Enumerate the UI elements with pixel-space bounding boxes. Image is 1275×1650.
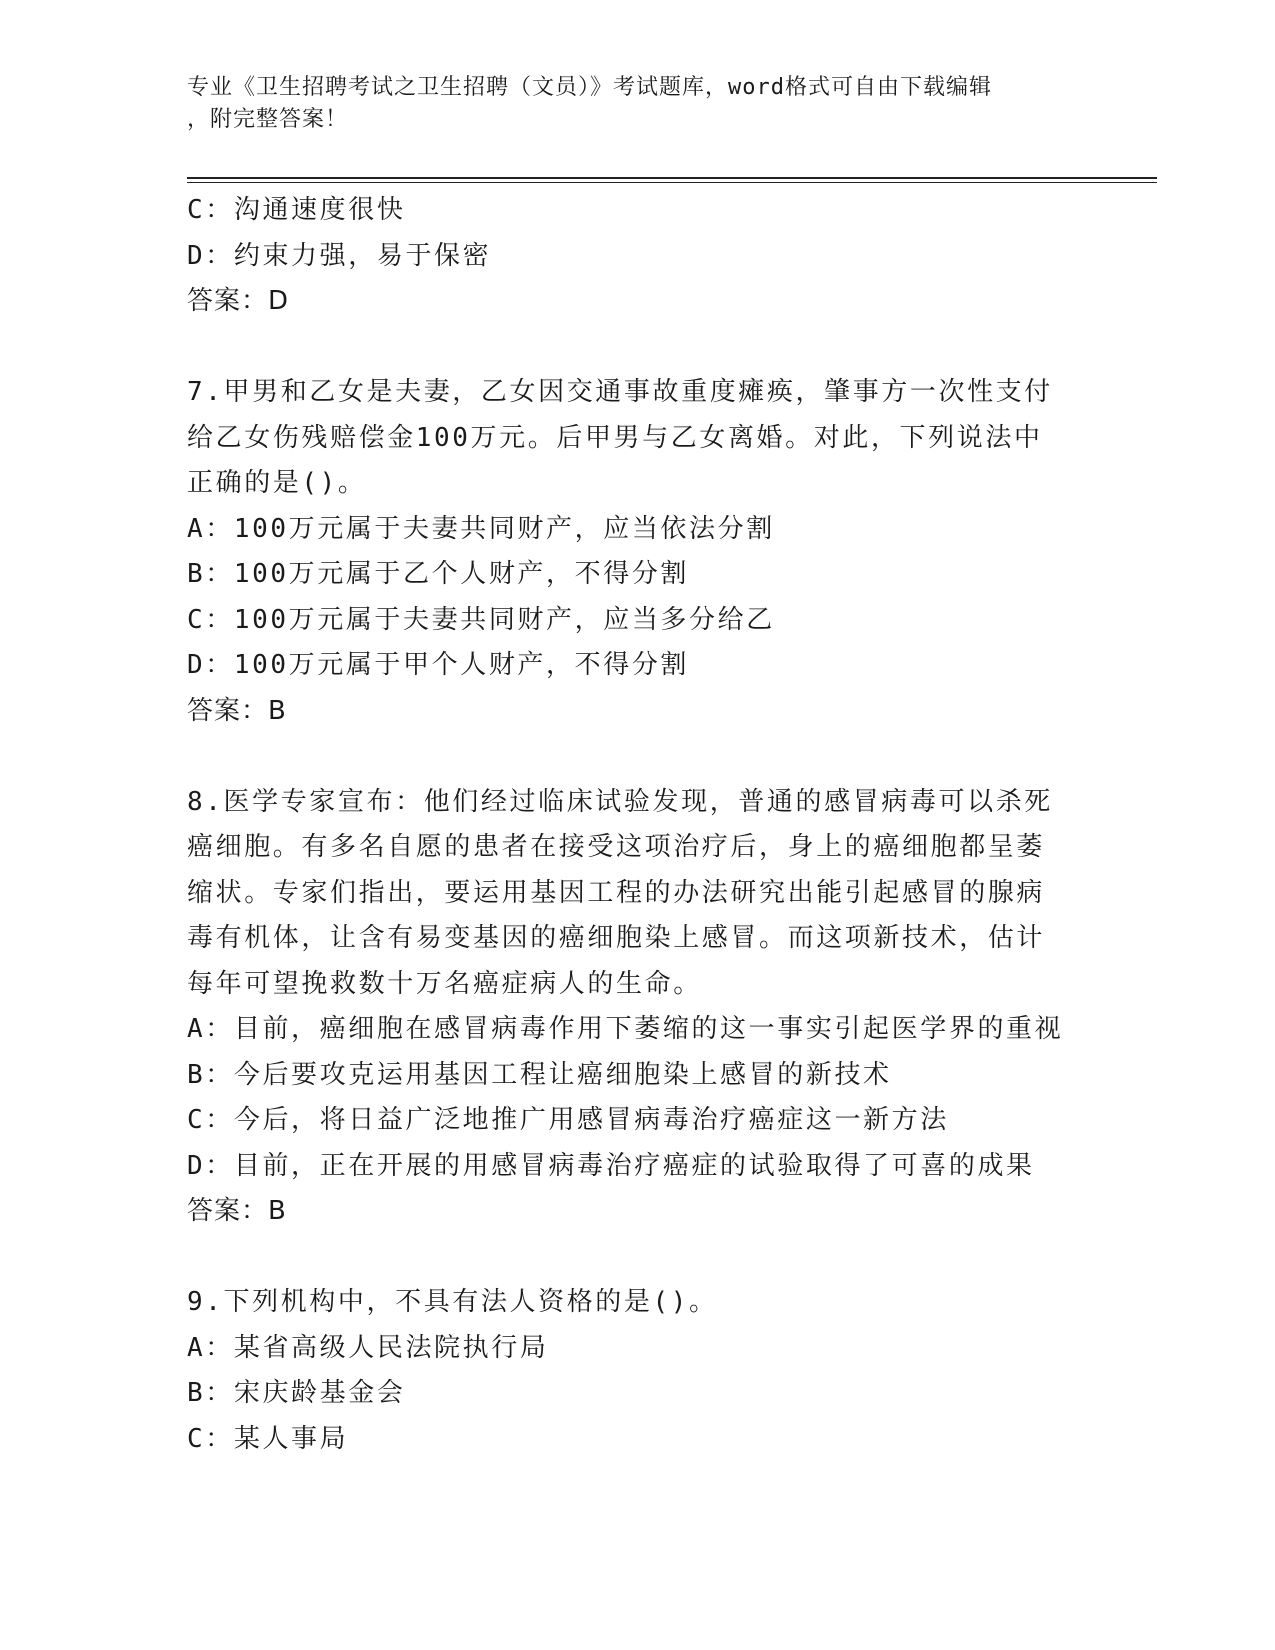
question-stem-line: 癌细胞。有多名自愿的患者在接受这项治疗后，身上的癌细胞都呈萎 [187, 832, 1046, 862]
option-c: C：某人事局 [187, 1423, 349, 1454]
header-divider-thin [187, 182, 1157, 183]
spacer [187, 1235, 1087, 1281]
option-b: B：今后要攻克运用基因工程让癌细胞染上感冒的新技术 [187, 1059, 892, 1090]
option-a: A：目前，癌细胞在感冒病毒作用下萎缩的这一事实引起医学界的重视 [187, 1014, 1064, 1044]
option-c: C：沟通速度很快 [187, 195, 406, 225]
question-stem-line: 正确的是()。 [187, 468, 367, 498]
header-divider-thick [187, 177, 1157, 179]
question-stem-line: 7.甲男和乙女是夫妻，乙女因交通事故重度瘫痪，肇事方一次性支付 [187, 377, 1053, 407]
spacer [187, 734, 1087, 780]
option-d: D：目前，正在开展的用感冒病毒治疗癌症的试验取得了可喜的成果 [187, 1150, 1035, 1181]
question-7 [187, 370, 1087, 734]
header-line-1: 专业《卫生招聘考试之卫生招聘（文员）》考试题库，word格式可自由下载编辑 [187, 75, 992, 100]
option-d: D：100万元属于甲个人财产，不得分割 [187, 650, 690, 680]
option-c: C：今后，将日益广泛地推广用感冒病毒治疗癌症这一新方法 [187, 1105, 949, 1135]
page-header [187, 72, 1067, 136]
question-stem-line: 9.下列机构中，不具有法人资格的是()。 [187, 1287, 718, 1317]
option-c: C：100万元属于夫妻共同财产，应当多分给乙 [187, 604, 775, 635]
question-8 [187, 780, 1087, 1235]
question-continued [187, 188, 1087, 325]
answer-label: 答案：B [187, 1196, 287, 1226]
option-d: D：约束力强，易于保密 [187, 240, 492, 271]
option-b: B：100万元属于乙个人财产，不得分割 [187, 559, 690, 589]
question-list [187, 188, 1087, 1462]
header-line-2: ，附完整答案！ [187, 107, 349, 132]
option-b: B：宋庆龄基金会 [187, 1378, 406, 1408]
question-stem-line: 每年可望挽救数十万名癌症病人的生命。 [187, 968, 702, 999]
question-stem-line: 毒有机体，让含有易变基因的癌细胞染上感冒。而这项新技术，估计 [187, 923, 1046, 953]
answer-label: 答案：D [187, 286, 290, 316]
option-a: A：某省高级人民法院执行局 [187, 1332, 549, 1363]
answer-label: 答案：B [187, 695, 287, 726]
question-stem-line: 8.医学专家宣布：他们经过临床试验发现，普通的感冒病毒可以杀死 [187, 786, 1053, 817]
question-stem-line: 给乙女伤残赔偿金100万元。后甲男与乙女离婚。对此，下列说法中 [187, 422, 1043, 453]
question-9 [187, 1280, 1087, 1462]
spacer [187, 325, 1087, 371]
option-a: A：100万元属于夫妻共同财产，应当依法分割 [187, 513, 775, 544]
question-stem-line: 缩状。专家们指出，要运用基因工程的办法研究出能引起感冒的腺病 [187, 877, 1046, 908]
